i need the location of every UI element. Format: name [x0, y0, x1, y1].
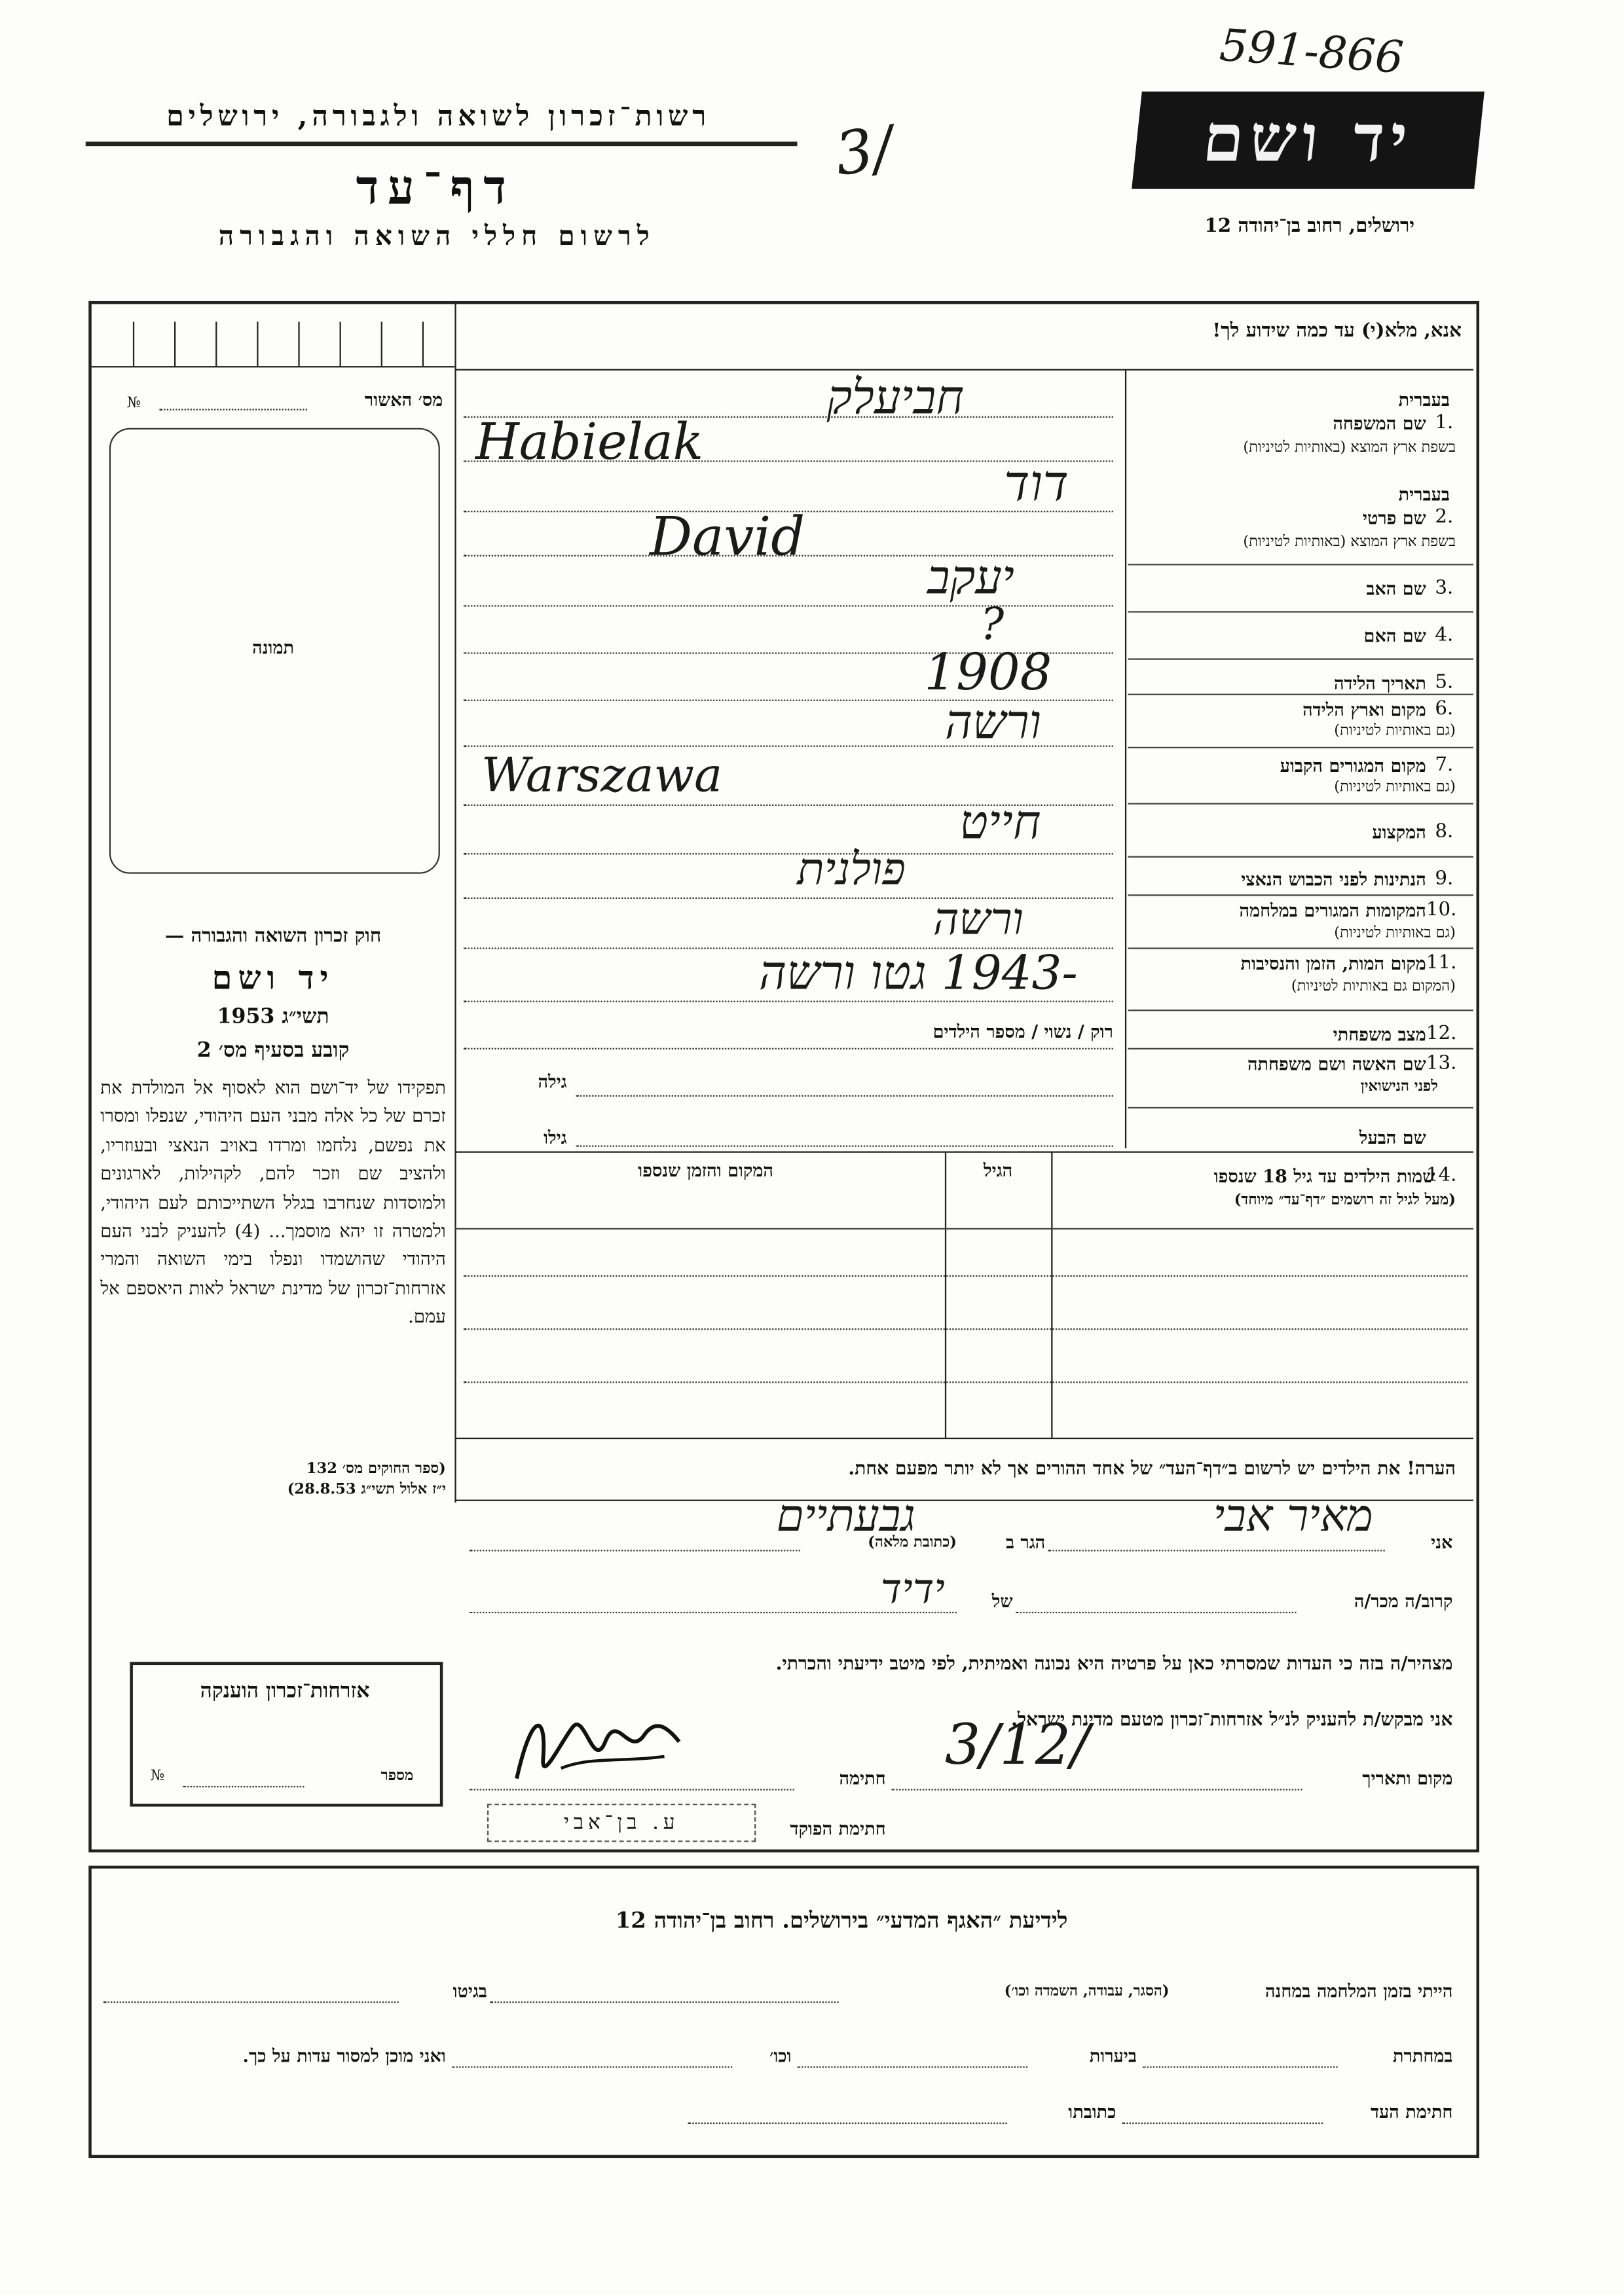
field13-label: שם האשה ושם משפחתה	[1247, 1053, 1426, 1075]
field2-label: שם פרטי	[1362, 507, 1426, 529]
field6-label: מקום וארץ הלידה	[1302, 699, 1426, 721]
field12-num: 12.	[1426, 1023, 1457, 1046]
place-date-line[interactable]	[892, 1789, 1302, 1790]
field10-label: המקומות המגורים במלחמה	[1239, 900, 1426, 921]
field8-hand: חייט	[959, 793, 1041, 850]
official-stamp: ע. בן־אבי	[487, 1804, 756, 1842]
declaration-text: מצהיר/ה בזה כי העדות שמסרתי כאן על פרטיה היא נכונה ואמיתית, לפי מיטב ידיעתי והכרתי.	[775, 1651, 1453, 1674]
children-label: שמות הילדים עד גיל 18 שנספו	[1213, 1166, 1435, 1187]
law-clause: קובע בסעיף מס׳ 2	[196, 1039, 350, 1063]
place-date-hand: 3/12/	[944, 1712, 1090, 1777]
place-date-label: מקום ותאריך	[1362, 1768, 1453, 1789]
footer-underground-line[interactable]	[1143, 2066, 1338, 2068]
field3-hand: יעקב	[927, 549, 1014, 606]
logo-text: יד ושם	[1199, 101, 1417, 177]
children-age-header: הגיל	[983, 1160, 1013, 1181]
official-signature-label: חתימת הפוקד	[790, 1818, 886, 1840]
footer-forests-label: ביערות	[1089, 2045, 1137, 2067]
approval-label: מס׳ האשור	[364, 390, 443, 410]
footer-camp-label: הייתי בזמן המלחמה במחנה	[1265, 1980, 1453, 2002]
field6-num: 6.	[1435, 698, 1454, 721]
approval-number-line[interactable]	[159, 409, 306, 410]
footer-witness-signature-line[interactable]	[1122, 2123, 1323, 2124]
field8-label: המקצוע	[1372, 822, 1426, 843]
field7-hand: Warszawa	[481, 746, 723, 803]
field6-sub: (גם באותיות לטיניות)	[1334, 723, 1456, 740]
relative-label: קרוב/ה מכר/ה	[1354, 1591, 1453, 1612]
field13-sub: לפני הנישואין	[1360, 1079, 1438, 1095]
authority-name: רשות־זכרון לשואה ולגבורה, ירושלים	[166, 100, 711, 133]
declarant-name-hand: מאיר אבי	[1213, 1491, 1373, 1542]
field1-hebrew-tag: בעברית	[1398, 390, 1450, 410]
address-line[interactable]	[470, 1550, 800, 1551]
note: הערה! את הילדים יש לרשום ב״דף־העד״ של אחד ההורים אך לא יותר מפעם אחת.	[848, 1457, 1456, 1480]
field5-label: תאריך הלידה	[1333, 673, 1426, 694]
label-col-divider	[1125, 369, 1126, 1148]
children-place-header: המקום והזמן שנספו	[638, 1160, 773, 1181]
footer-title: לידיעת ״האגף המדעי״ בירושלים. רחוב בן־יהודה 12	[615, 1906, 1068, 1934]
law-title: חוק זכרון השואה והגבורה —	[164, 925, 382, 948]
children-num: 14.	[1426, 1164, 1457, 1187]
field2-hebrew-tag: בעברית	[1398, 484, 1450, 505]
form-title: דף־עד	[356, 159, 515, 216]
husband-age-label: גילו	[544, 1127, 567, 1149]
field5-num: 5.	[1435, 671, 1454, 694]
field10-sub: (גם באותיות לטיניות)	[1334, 925, 1456, 942]
field12-options[interactable]: רוק / נשוי / מספר הילדים	[932, 1021, 1113, 1042]
footer-forests-line[interactable]	[797, 2066, 1027, 2068]
law-reference: (ספר החוקים מס׳ 132	[306, 1461, 446, 1478]
field7-num: 7.	[1435, 754, 1454, 776]
relation-line[interactable]	[1016, 1612, 1296, 1613]
husband-label: שם הבעל	[1359, 1127, 1426, 1149]
field1-hand-latin: Habielak	[475, 413, 704, 473]
logo-block	[1132, 92, 1485, 189]
form-subtitle: לרשום חללי השואה והגבורה	[218, 221, 655, 253]
footer-etc-label: וכו׳	[769, 2045, 792, 2067]
field13-age-label: גילה	[538, 1071, 567, 1093]
declarant-name-line[interactable]	[1048, 1550, 1385, 1551]
children-col-age	[1051, 1152, 1052, 1438]
field4-hand: ?	[980, 599, 1005, 651]
resides-label: הגר ב	[1005, 1532, 1046, 1553]
photo-label: תמונה	[252, 637, 294, 659]
field1-hand-hebrew: חביעלק	[826, 369, 965, 426]
field10-hand: ורשה	[932, 894, 1024, 947]
footer-address-label: כתובתו	[1068, 2102, 1116, 2123]
field8-num: 8.	[1435, 820, 1454, 843]
field6-hand: ורשה	[944, 693, 1042, 750]
field7-label: מקום המגורים הקבוע	[1280, 756, 1426, 776]
field11-hand: -1943 גטו ורשה	[758, 944, 1078, 1001]
field1-label: שם המשפחה	[1333, 413, 1426, 434]
children-col-place	[945, 1152, 946, 1438]
citizenship-title: אזרחות־זכרון הוענקה	[200, 1679, 370, 1704]
law-name: יד ושם	[212, 959, 335, 998]
address: ירושלים, רחוב בן־יהודה 12	[1204, 215, 1415, 238]
field9-label: הנתינות לפני הכבוש הנאצי	[1241, 869, 1426, 890]
page-mark: 3/	[831, 114, 898, 190]
law-date: י״ז אלול תשי״ג 28.8.53)	[287, 1482, 446, 1499]
law-text: תפקידו של יד־ושם הוא לאסוף אל המולדת את זכרם של כל אלה מבני העם היהודי, שנפלו ומסרו את נפשם, נלחמו ומרדו באויב הנאצי ובעוזריו, ולהציב שם וזכר להם, לקהילות, לארגונים ולמוסדות שנחרבו בגלל השתייכותם לעם היהודי, ולמטרה זו יהא מוסמך... (4) להעניק לבני העם היהודי שהושמדו ונפלו בימי השואה והמרי אזרחות־זכרון של מדינת ישראל לאות היאספם אל עמם.	[100, 1077, 446, 1328]
field12-label: מצב משפחתי	[1333, 1024, 1426, 1046]
footer-underground-label: במחתרת	[1393, 2045, 1453, 2067]
footer-ghetto-line[interactable]	[103, 2001, 399, 2003]
citizenship-box	[130, 1662, 443, 1807]
field11-num: 11.	[1426, 952, 1457, 974]
approval-boxes	[92, 304, 455, 366]
field2-hand-latin: David	[649, 507, 805, 568]
signature-label: חתימה	[839, 1768, 886, 1789]
citizenship-number-label: מספר	[380, 1768, 414, 1785]
children-top-line	[454, 1152, 1473, 1153]
citizenship-number-line[interactable]	[183, 1786, 304, 1787]
footer-camp-hint: (הסגר, עבודה, השמדה וכו׳)	[1004, 1984, 1170, 2000]
field3-label: שם האב	[1366, 578, 1426, 600]
footer-willing-text: ואני מוכן למסור עדות על כך.	[242, 2045, 446, 2067]
children-sub: (מעל לגיל זה רושמים ״דף־עד״ מיוחד)	[1234, 1192, 1456, 1209]
archive-number: 591-866	[1217, 20, 1405, 85]
footer-address-line[interactable]	[688, 2123, 1007, 2124]
field2-hand-hebrew: דוד	[1004, 454, 1069, 514]
signature	[502, 1698, 694, 1801]
field2-num: 2.	[1435, 506, 1454, 529]
field2-sub: בשפת ארץ המוצא (באותיות לטיניות)	[1243, 534, 1456, 551]
plea-text: אנא, מלא(י) עד כמה שידוע לך!	[1212, 320, 1462, 343]
law-year: תשי״ג 1953	[217, 1005, 329, 1029]
field11-sub: (המקום גם באותיות לטיניות)	[1291, 978, 1456, 995]
field3-num: 3.	[1435, 577, 1454, 600]
footer-etc-line[interactable]	[452, 2066, 732, 2068]
number-mark: №	[126, 395, 141, 412]
field1-num: 1.	[1435, 412, 1454, 434]
field9-num: 9.	[1435, 867, 1454, 890]
declarant-i-label: אני	[1431, 1532, 1453, 1553]
declarant-relation-hand: ידיד	[880, 1564, 945, 1614]
address-hint: (כתובת מלאה)	[868, 1535, 957, 1552]
field4-num: 4.	[1435, 624, 1454, 647]
field11-label: מקום המות, הזמן והנסיבות	[1240, 953, 1426, 974]
of-label: של	[991, 1591, 1013, 1612]
field1-sub: בשפת ארץ המוצא (באותיות לטיניות)	[1243, 439, 1456, 456]
field5-hand: 1908	[924, 643, 1052, 703]
citizenship-no-mark: №	[150, 1768, 165, 1785]
field9-hand: פולנית	[797, 844, 906, 896]
left-col-divider	[454, 304, 456, 1503]
field10-num: 10.	[1426, 898, 1457, 921]
footer-camp-line[interactable]	[490, 2001, 838, 2003]
field4-label: שם האם	[1363, 625, 1426, 647]
declarant-address-hand: גבעתיים	[776, 1491, 915, 1542]
footer-witness-signature-label: חתימת העד	[1370, 2102, 1453, 2123]
field7-sub: (גם באותיות לטיניות)	[1334, 779, 1456, 796]
authority-underline	[86, 141, 798, 146]
request-text: אני מבקש/ת להעניק לנ״ל אזרחות־זכרון מטעם מדינת ישראל.	[1011, 1707, 1453, 1730]
field13-num: 13.	[1426, 1052, 1457, 1075]
footer-ghetto-label: בגיטו	[452, 1980, 487, 2002]
